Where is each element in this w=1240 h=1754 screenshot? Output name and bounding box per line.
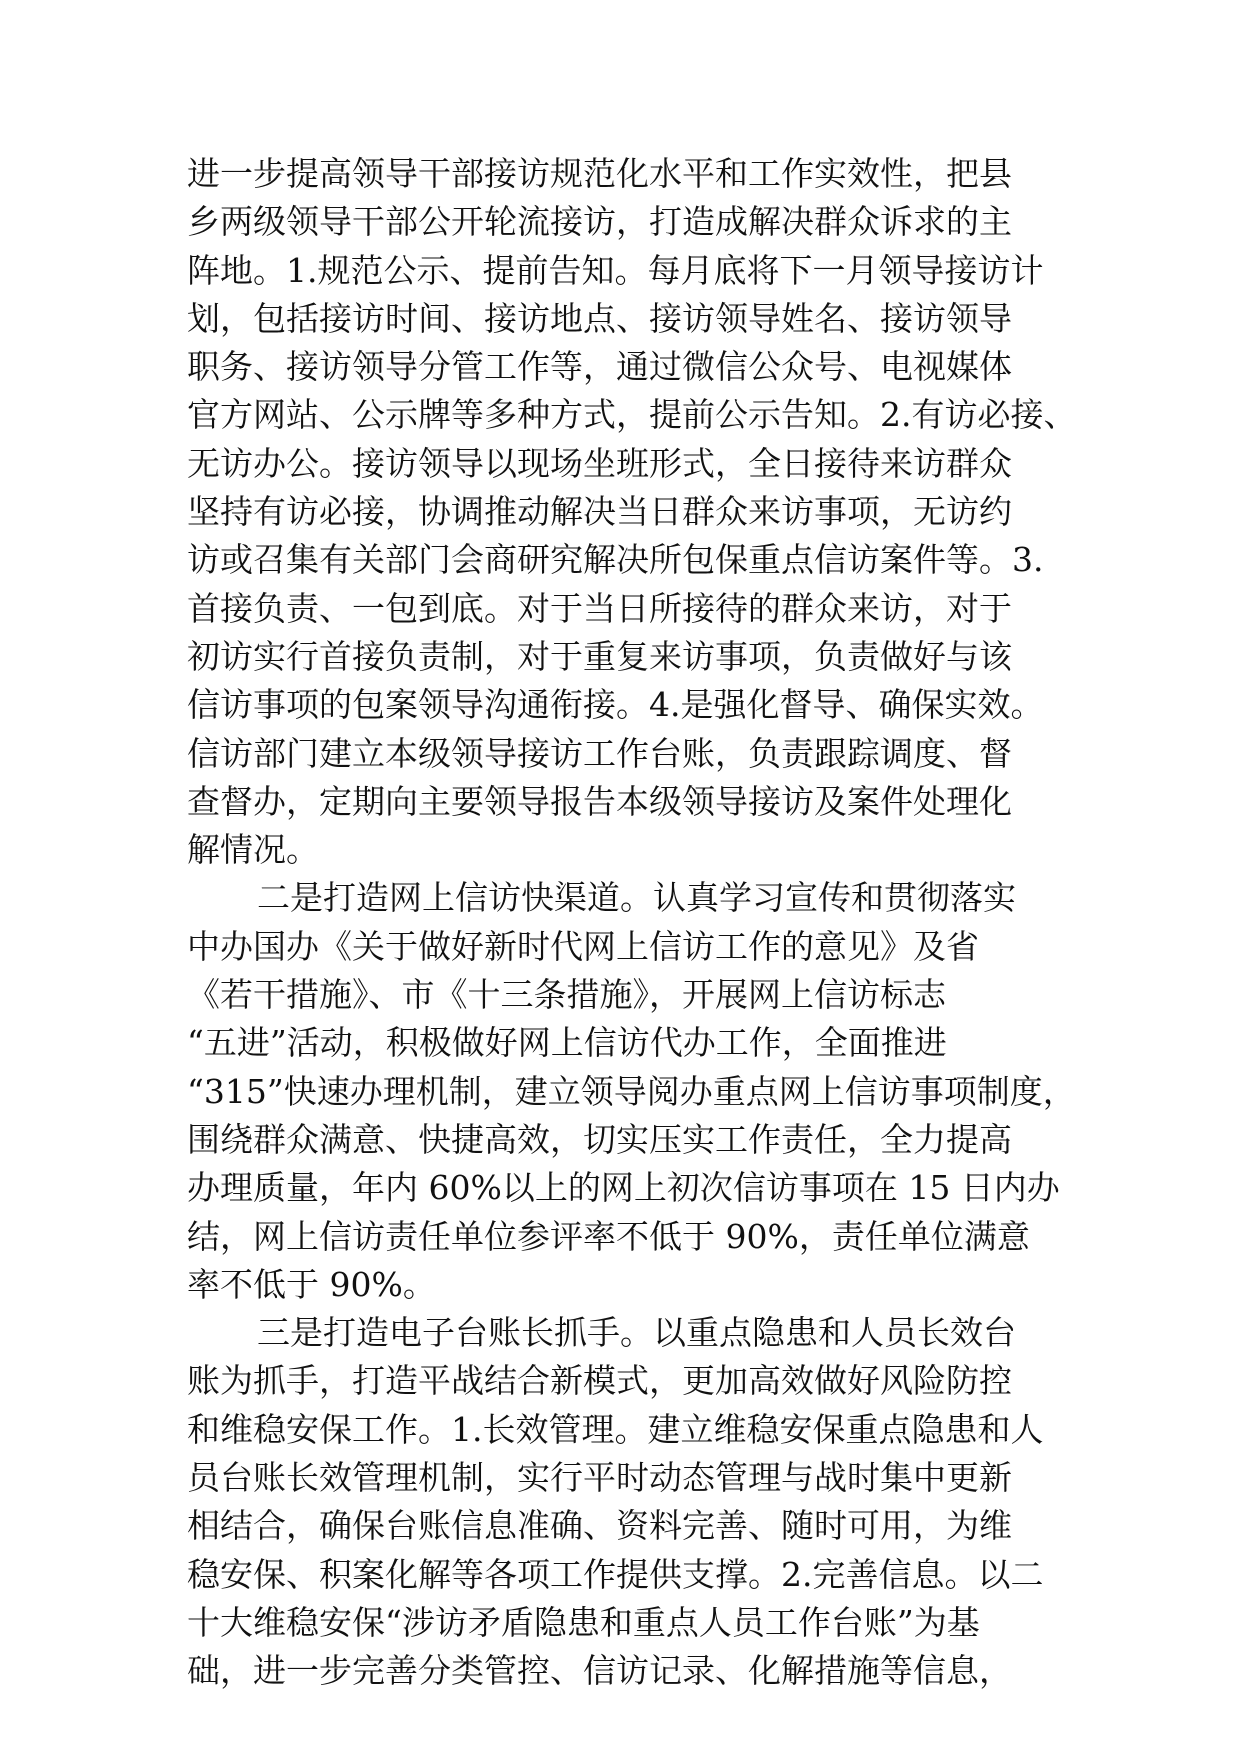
- text-line: 中办国办《关于做好新时代网上信访工作的意见》及省: [187, 926, 979, 966]
- text-line: 二是打造网上信访快渠道。认真学习宣传和贯彻落实: [257, 878, 1016, 918]
- text-line: 划，包括接访时间、接访地点、接访领导姓名、接访领导: [187, 298, 1012, 338]
- text-line: 乡两级领导干部公开轮流接访，打造成解决群众诉求的主: [187, 202, 1012, 242]
- text-line: 稳安保、积案化解等各项工作提供支撑。2.完善信息。以二: [187, 1554, 1044, 1594]
- text-line: 初访实行首接负责制，对于重复来访事项，负责做好与该: [187, 636, 1012, 676]
- text-line: 官方网站、公示牌等多种方式，提前公示告知。2.有访必接、: [187, 395, 1077, 435]
- text-line: 础，进一步完善分类管控、信访记录、化解措施等信息，: [187, 1651, 1012, 1691]
- text-line: 十大维稳安保“涉访矛盾隐患和重点人员工作台账”为基: [187, 1602, 980, 1642]
- paragraph-electronic-ledger: [187, 1309, 1067, 1695]
- text-line: 查督办，定期向主要领导报告本级领导接访及案件处理化: [187, 781, 1012, 821]
- text-line: 访或召集有关部门会商研究解决所包保重点信访案件等。3.: [187, 540, 1044, 580]
- text-line: 阵地。1.规范公示、提前告知。每月底将下一月领导接访计: [187, 250, 1044, 290]
- text-line: 围绕群众满意、快捷高效，切实压实工作责任，全力提高: [187, 1119, 1012, 1159]
- text-line: “315”快速办理机制，建立领导阅办重点网上信访事项制度，: [187, 1071, 1076, 1111]
- text-line: 结，网上信访责任单位参评率不低于 90%，责任单位满意: [187, 1216, 1030, 1256]
- paragraph-leader-reception: [187, 150, 1077, 874]
- text-line: 率不低于 90%。: [187, 1264, 436, 1304]
- text-line: 三是打造电子台账长抓手。以重点隐患和人员长效台: [257, 1313, 1016, 1353]
- text-line: 解情况。: [187, 830, 319, 870]
- text-line: 首接负责、一包到底。对于当日所接待的群众来访，对于: [187, 588, 1012, 628]
- text-line: 进一步提高领导干部接访规范化水平和工作实效性，把县: [187, 154, 1012, 193]
- text-line: 《若干措施》、市《十三条措施》，开展网上信访标志: [187, 975, 946, 1015]
- text-line: 信访部门建立本级领导接访工作台账，负责跟踪调度、督: [187, 733, 1012, 773]
- text-line: 办理质量，年内 60%以上的网上初次信访事项在 15 日内办: [187, 1168, 1060, 1208]
- text-line: 员台账长效管理机制，实行平时动态管理与战时集中更新: [187, 1458, 1012, 1498]
- text-line: 无访办公。接访领导以现场坐班形式，全日接待来访群众: [187, 443, 1012, 483]
- text-line: 信访事项的包案领导沟通衔接。4.是强化督导、确保实效。: [187, 685, 1044, 725]
- paragraph-online-petition: [187, 874, 1076, 1309]
- text-line: 坚持有访必接，协调推动解决当日群众来访事项，无访约: [187, 492, 1012, 532]
- text-line: 和维稳安保工作。1.长效管理。建立维稳安保重点隐患和人: [187, 1409, 1044, 1449]
- text-line: 相结合，确保台账信息准确、资料完善、随时可用，为维: [187, 1506, 1012, 1546]
- text-line: 职务、接访领导分管工作等，通过微信公众号、电视媒体: [187, 347, 1012, 387]
- text-line: 账为抓手，打造平战结合新模式，更加高效做好风险防控: [187, 1361, 1012, 1401]
- text-line: “五进”活动，积极做好网上信访代办工作，全面推进: [187, 1023, 947, 1063]
- document-body: [187, 150, 1077, 1696]
